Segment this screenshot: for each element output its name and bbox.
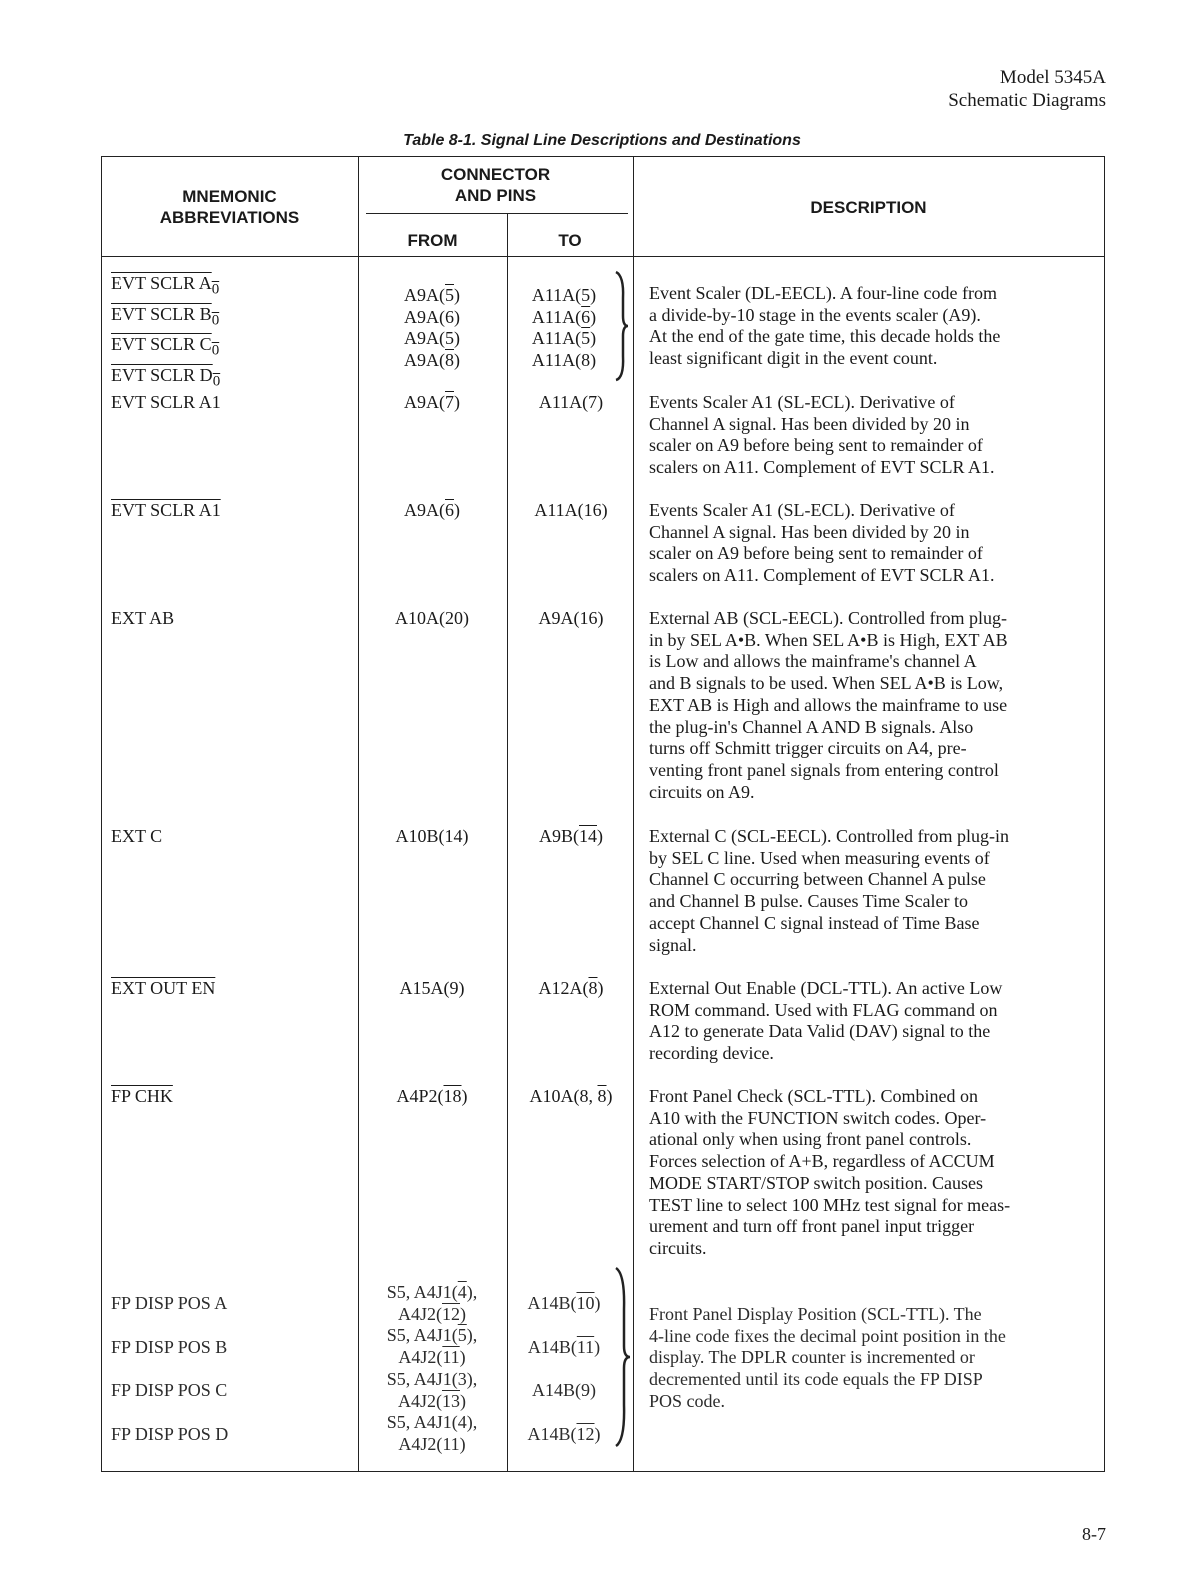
description-line: by SEL C line. Used when measuring events of [649,847,990,868]
description-line: scalers on A11. Complement of EVT SCLR A1. [649,565,995,586]
connector-sub-rule [366,213,628,214]
to-heading: TO [558,231,582,250]
from-pin: S5, A4J1(4), [386,1412,478,1433]
fp-chk-mnemonic: FP CHK [111,1086,173,1106]
from-pin: A9A(5) [404,328,460,349]
description-line: A12 to generate Data Valid (DAV) signal to the [649,1021,991,1042]
description-line: display. The DPLR counter is incremented or [649,1347,975,1368]
ext-out-en-description [649,978,1094,1065]
col-rule-right [1104,156,1105,1472]
ext-c-from: A10B(14) [395,826,469,846]
section-label: Schematic Diagrams [948,90,1106,111]
description-line: Channel C occurring between Channel A pulse [649,869,986,890]
evt-sclr-a1-bar-description [649,500,1094,587]
from-pin: S5, A4J1(5), [386,1325,478,1346]
to-pin: A11A(5) [531,285,597,305]
ext-ab-mnemonic: EXT AB [111,608,175,628]
from-pin: A4J2(13) [398,1390,466,1411]
mnemonic-fp-disp-pos-c: FP DISP POS C [111,1380,228,1400]
mnemonic-evt-sclr-b0: EVT SCLR $B_0$ [111,303,220,329]
fp-disp-pos-from [360,1282,504,1456]
description-line: Channel A signal. Has been divided by 20 in [649,521,970,542]
fp-disp-pos-to [505,1282,623,1456]
evt-sclr-a1-from: A9A(7) [404,392,460,412]
evt-sclr-0-mnemonics [111,271,351,393]
description-line: in by SEL A•B. When SEL A•B is High, EXT AB [649,629,1008,650]
description-line: Channel A signal. Has been divided by 20 in [649,413,970,434]
description-line: turns off Schmitt trigger circuits on A4, pre- [649,738,967,759]
evt-sclr-a1-mnemonic: EVT SCLR A1 [111,392,221,412]
table-head-rule [101,256,1105,257]
table-caption: Table 8-1. Signal Line Descriptions and Destinations [403,132,801,149]
description-line: a divide-by-10 stage in the events scaler (A9). [649,304,981,325]
mnemonic-heading-line2: ABBREVIATIONS [159,208,300,227]
description-line: TEST line to select 100 MHz test signal for meas- [649,1194,1011,1215]
description-line: External AB (SCL-EECL). Controlled from plug- [649,608,1007,628]
from-pin: S5, A4J1(3), [386,1368,478,1389]
ext-out-en-to: A12A(8) [538,978,604,998]
fp-chk-description [649,1086,1094,1260]
mnemonic-fp-disp-pos-a: FP DISP POS A [111,1293,228,1313]
description-line: circuits on A9. [649,781,755,802]
mnemonic-fp-disp-pos-b: FP DISP POS B [111,1336,228,1357]
description-line: is Low and allows the mainframe's channel A [649,651,977,672]
brace-icon [612,268,632,384]
ext-ab-from: A10A(20) [395,608,469,628]
ext-c-mnemonic: EXT C [111,826,163,846]
col-rule-left [101,156,102,1472]
description-line: accept Channel C signal instead of Time Base [649,912,980,933]
evt-sclr-a1-bar-from: A9A(6) [404,500,460,520]
from-pin: A4J2(11) [398,1347,466,1368]
description-line: At the end of the gate time, this decade holds the [649,326,1001,347]
to-pin: A11A(8) [531,350,597,371]
from-pin: A9A(8) [404,350,460,371]
description-line: and Channel B pulse. Causes Time Scaler to [649,891,968,912]
from-pin: A9A(5) [404,285,460,305]
ext-out-en-from: A15A(9) [399,978,465,998]
description-line: the plug-in's Channel A AND B signals. Also [649,716,974,737]
description-line: signal. [649,934,697,955]
to-pin: A11A(6) [531,306,597,327]
description-line: MODE START/STOP switch position. Causes [649,1172,984,1193]
to-pin: A14B(12) [527,1423,601,1444]
from-pin: A4J2(12) [398,1303,466,1324]
description-line: A10 with the FUNCTION switch codes. Oper- [649,1107,987,1128]
description-line: decremented until its code equals the FP DISP [649,1369,983,1390]
description-line: ational only when using front panel controls. [649,1129,972,1150]
description-line: EXT AB is High and allows the mainframe to use [649,694,1008,715]
mnemonic-heading [101,186,358,228]
evt-sclr-a1-bar-mnemonic: EVT SCLR A1 [111,500,221,520]
description-line: Events Scaler A1 (SL-ECL). Derivative of [649,392,955,412]
col-rule-mnemonic [358,156,359,1472]
from-heading: FROM [407,231,458,250]
to-pin: A11A(5) [531,328,597,349]
evt-sclr-0-from [360,285,504,372]
description-line: Front Panel Display Position (SCL-TTL). The [649,1304,982,1324]
description-line: Events Scaler A1 (SL-ECL). Derivative of [649,500,955,520]
description-line: scalers on A11. Complement of EVT SCLR A1. [649,457,995,478]
table-top-rule [101,156,1105,157]
description-line: scaler on A9 before being sent to remainder of [649,435,983,456]
to-pin: A14B(11) [527,1336,601,1357]
description-line: Front Panel Check (SCL-TTL). Combined on [649,1086,978,1106]
ext-out-en-mnemonic: EXT OUT EN [111,978,216,998]
evt-sclr-a1-to: A11A(7) [538,392,604,412]
description-line: Forces selection of A+B, regardless of ACCUM [649,1151,995,1172]
fp-chk-from: A4P2(18) [396,1086,468,1106]
evt-sclr-0-to [505,285,623,372]
page-number: 8-7 [1082,1524,1106,1544]
from-pin: A9A(6) [404,306,460,327]
fp-disp-pos-mnemonics [111,1282,351,1456]
brace-icon [612,1264,634,1450]
ext-c-description [649,826,1094,956]
ext-ab-to: A9A(16) [538,608,604,628]
fp-chk-to: A10A(8, 8) [529,1086,613,1106]
description-heading: DESCRIPTION [810,198,927,217]
evt-sclr-a1-description [649,392,1094,479]
mnemonic-evt-sclr-d0: EVT SCLR $D_0$ [111,364,221,390]
evt-sclr-a1-bar-to: A11A(16) [534,500,608,520]
model-label: Model 5345A [999,67,1106,88]
ext-ab-description [649,608,1094,803]
description-line: POS code. [649,1390,725,1411]
mnemonic-fp-disp-pos-d: FP DISP POS D [111,1423,229,1444]
description-line: scaler on A9 before being sent to remainder of [649,543,983,564]
connector-heading-line2: AND PINS [454,186,537,205]
description-line: External C (SCL-EECL). Controlled from plug-in [649,826,1009,846]
to-pin: A14B(10) [527,1293,601,1313]
connector-heading [358,164,633,206]
to-pin: A14B(9) [532,1380,596,1400]
description-line: 4-line code fixes the decimal point position in the [649,1325,1006,1346]
page-header [948,66,1106,112]
evt-sclr-0-description [649,283,1094,370]
description-line: urement and turn off front panel input trigger [649,1216,975,1237]
description-line: Event Scaler (DL-EECL). A four-line code from [649,283,998,303]
fp-disp-pos-description [649,1304,1094,1413]
description-line: least significant digit in the event count. [649,348,938,369]
description-line: External Out Enable (DCL-TTL). An active Low [649,978,1003,998]
mnemonic-evt-sclr-a0: EVT SCLR $A_0$ [111,273,220,298]
ext-c-to: A9B(14) [539,826,603,846]
mnemonic-heading-line1: MNEMONIC [182,187,277,206]
table-bottom-rule [101,1471,1105,1472]
from-pin: S5, A4J1(4), [386,1282,478,1302]
description-line: and B signals to be used. When SEL A•B is Low, [649,673,1004,694]
description-line: ROM command. Used with FLAG command on [649,999,998,1020]
description-line: venting front panel signals from entering control [649,759,999,780]
mnemonic-evt-sclr-c0: EVT SCLR $C_0$ [111,334,220,359]
description-line: recording device. [649,1043,774,1064]
description-line: circuits. [649,1237,707,1258]
connector-heading-line1: CONNECTOR [440,165,551,184]
from-pin: A4J2(11) [398,1433,466,1454]
